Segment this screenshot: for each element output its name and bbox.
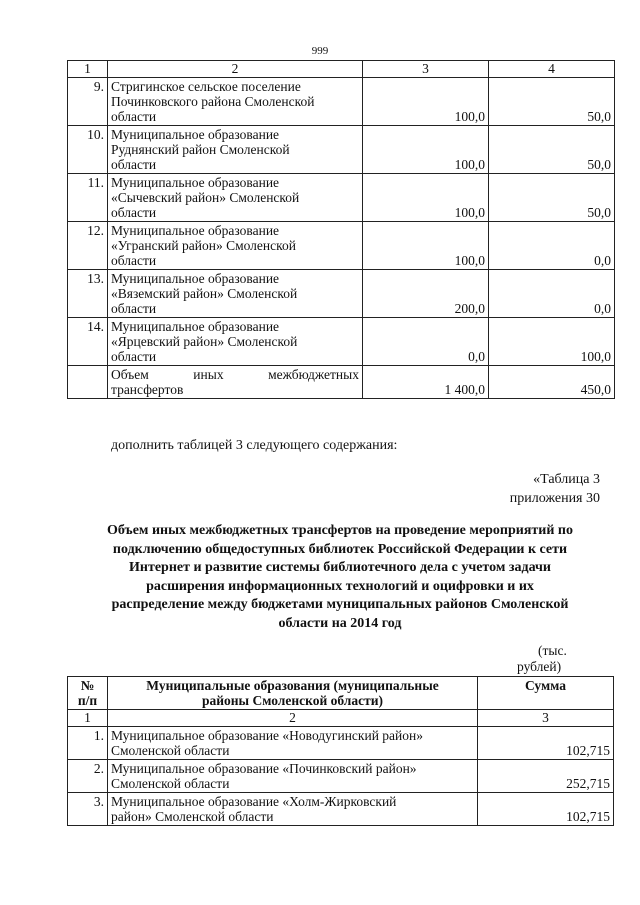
appendix-table-continuation <box>67 60 615 399</box>
row-number: 3. <box>68 793 108 826</box>
instruction-text: дополнить таблицей 3 следующего содержания: <box>111 438 398 453</box>
column-number-4: 4 <box>489 61 615 78</box>
row-name: Муниципальное образование «Новодугинский район» Смоленской области <box>108 727 478 760</box>
row-value-col4: 0,0 <box>489 222 615 270</box>
table-row <box>68 270 615 318</box>
row-number: 11. <box>68 174 108 222</box>
row-value-col3: 200,0 <box>363 270 489 318</box>
row-value-col4: 50,0 <box>489 174 615 222</box>
total-number-cell <box>68 366 108 399</box>
row-name: Муниципальное образование «Холм-Жирковский район» Смоленской области <box>108 793 478 826</box>
total-row <box>68 366 615 399</box>
table-row <box>68 727 614 760</box>
table-row <box>68 793 614 826</box>
row-name: Муниципальное образование «Сычевский район» Смоленской области <box>108 174 363 222</box>
total-value-col4: 450,0 <box>489 366 615 399</box>
row-name: Муниципальное образование «Ярцевский район» Смоленской области <box>108 318 363 366</box>
column-index-2: 2 <box>108 710 478 727</box>
table-row <box>68 222 615 270</box>
row-sum: 252,715 <box>478 760 614 793</box>
row-name: Муниципальное образование Руднянский район Смоленской области <box>108 126 363 174</box>
units-label: (тыс. рублей) <box>517 643 567 674</box>
column-index-row <box>68 710 614 727</box>
row-value-col3: 100,0 <box>363 222 489 270</box>
table-row <box>68 318 615 366</box>
column-index-1: 1 <box>68 710 108 727</box>
table-reference: «Таблица 3 приложения 30 <box>509 472 600 506</box>
table-row <box>68 78 615 126</box>
row-value-col3: 100,0 <box>363 174 489 222</box>
row-sum: 102,715 <box>478 793 614 826</box>
row-value-col3: 100,0 <box>363 78 489 126</box>
row-number: 13. <box>68 270 108 318</box>
header-number: № п/п <box>68 677 108 710</box>
row-number: 10. <box>68 126 108 174</box>
row-value-col4: 100,0 <box>489 318 615 366</box>
page-number: 999 <box>311 45 329 57</box>
row-name: Стригинское сельское поселение Починковского района Смоленской области <box>108 78 363 126</box>
column-index-3: 3 <box>478 710 614 727</box>
row-number: 9. <box>68 78 108 126</box>
table-header-row <box>68 61 615 78</box>
header-municipality: Муниципальные образования (муниципальные районы Смоленской области) <box>108 677 478 710</box>
column-number-2: 2 <box>108 61 363 78</box>
total-value-col3: 1 400,0 <box>363 366 489 399</box>
distribution-table <box>67 676 614 826</box>
row-value-col3: 100,0 <box>363 126 489 174</box>
row-name: Муниципальное образование «Угранский район» Смоленской области <box>108 222 363 270</box>
row-number: 14. <box>68 318 108 366</box>
table-row <box>68 126 615 174</box>
row-number: 12. <box>68 222 108 270</box>
row-value-col3: 0,0 <box>363 318 489 366</box>
table-title: Объем иных межбюджетных трансфертов на проведение мероприятий по подключению общедоступных библиотек Российской Федерации к сети Интернет и развитие системы библиотечного дела с учетом задачи расширения информационных технологий и оцифровки и их распределение между бюджетами муниципальных районов Смоленской области на 2014 год <box>106 523 573 631</box>
header-sum: Сумма <box>478 677 614 710</box>
table-row <box>68 174 615 222</box>
row-value-col4: 0,0 <box>489 270 615 318</box>
table-header-row <box>68 677 614 710</box>
row-value-col4: 50,0 <box>489 126 615 174</box>
row-name: Муниципальное образование «Вяземский район» Смоленской области <box>108 270 363 318</box>
row-name: Муниципальное образование «Починковский район» Смоленской области <box>108 760 478 793</box>
total-label: Объем иных межбюджетных трансфертов <box>108 366 363 399</box>
row-number: 1. <box>68 727 108 760</box>
row-number: 2. <box>68 760 108 793</box>
column-number-3: 3 <box>363 61 489 78</box>
column-number-1: 1 <box>68 61 108 78</box>
row-value-col4: 50,0 <box>489 78 615 126</box>
row-sum: 102,715 <box>478 727 614 760</box>
table-row <box>68 760 614 793</box>
